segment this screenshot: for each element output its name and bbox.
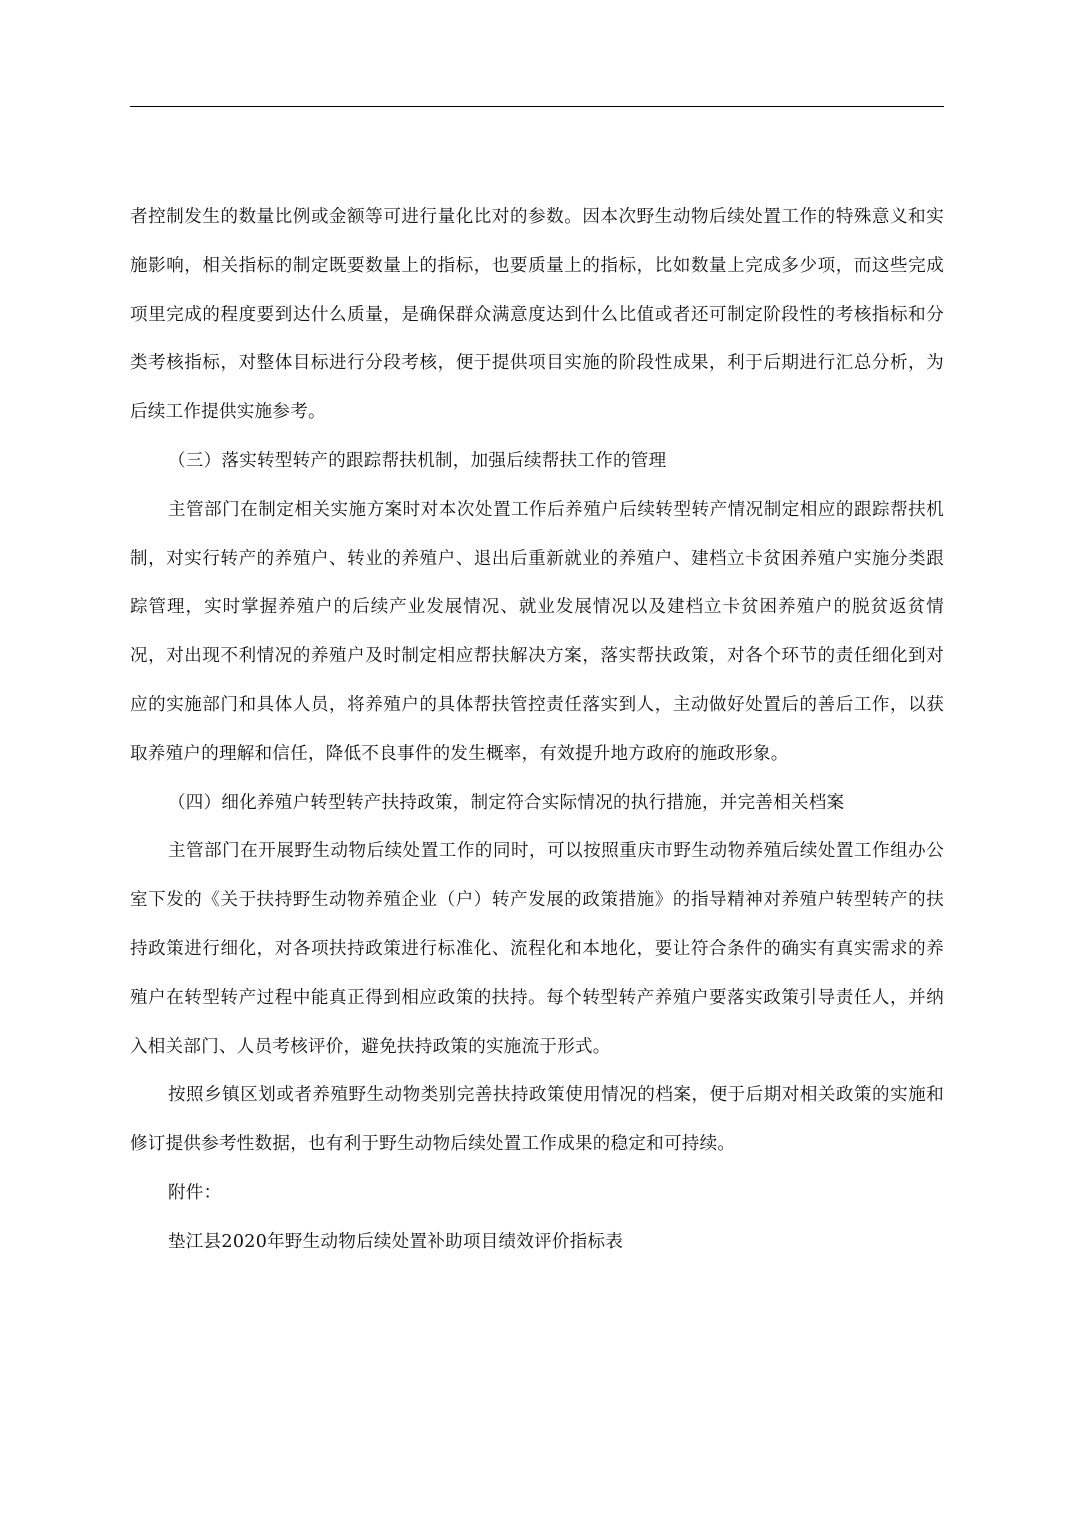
- document-body: [130, 193, 944, 1267]
- paragraph-continued-from-previous-page: 者控制发生的数量比例或金额等可进行量化比对的参数。因本次野生动物后续处置工作的特殊意义和实施影响，相关指标的制定既要数量上的指标，也要质量上的指标，比如数量上完成多少项，而这些完成项里完成的程度要到达什么质量，是确保群众满意度达到什么比值或者还可制定阶段性的考核指标和分类考核指标，对整体目标进行分段考核，便于提供项目实施的阶段性成果，利于后期进行汇总分析，为后续工作提供实施参考。: [130, 207, 944, 423]
- section-heading-3: （三）落实转型转产的跟踪帮扶机制，加强后续帮扶工作的管理: [168, 450, 667, 471]
- paragraph-archives: 按照乡镇区划或者养殖野生动物类别完善扶持政策使用情况的档案，便于后期对相关政策的实施和修订提供参考性数据，也有利于野生动物后续处置工作成果的稳定和可持续。: [130, 1085, 944, 1155]
- section-heading-4: （四）细化养殖户转型转产扶持政策，制定符合实际情况的执行措施，并完善相关档案: [168, 792, 845, 813]
- paragraph-support-policy: 主管部门在开展野生动物后续处置工作的同时，可以按照重庆市野生动物养殖后续处置工作组办公室下发的《关于扶持野生动物养殖企业（户）转产发展的政策措施》的指导精神对养殖户转型转产的扶持政策进行细化，对各项扶持政策进行标准化、流程化和本地化，要让符合条件的确实有真实需求的养殖户在转型转产过程中能真正得到相应政策的扶持。每个转型转产养殖户要落实政策引导责任人，并纳入相关部门、人员考核评价，避免扶持政策的实施流于形式。: [130, 841, 944, 1057]
- paragraph-tracking-mechanism: 主管部门在制定相关实施方案时对本次处置工作后养殖户后续转型转产情况制定相应的跟踪帮扶机制，对实行转产的养殖户、转业的养殖户、退出后重新就业的养殖户、建档立卡贫困养殖户实施分类跟踪管理，实时掌握养殖户的后续产业发展情况、就业发展情况以及建档立卡贫困养殖户的脱贫返贫情况，对出现不利情况的养殖户及时制定相应帮扶解决方案，落实帮扶政策，对各个环节的责任细化到对应的实施部门和具体人员，将养殖户的具体帮扶管控责任落实到人，主动做好处置后的善后工作，以获取养殖户的理解和信任，降低不良事件的发生概率，有效提升地方政府的施政形象。: [130, 499, 944, 764]
- attachment-title: 垫江县2020年野生动物后续处置补助项目绩效评价指标表: [168, 1231, 624, 1252]
- header-rule: [130, 106, 944, 107]
- attachment-label: 附件：: [168, 1182, 222, 1203]
